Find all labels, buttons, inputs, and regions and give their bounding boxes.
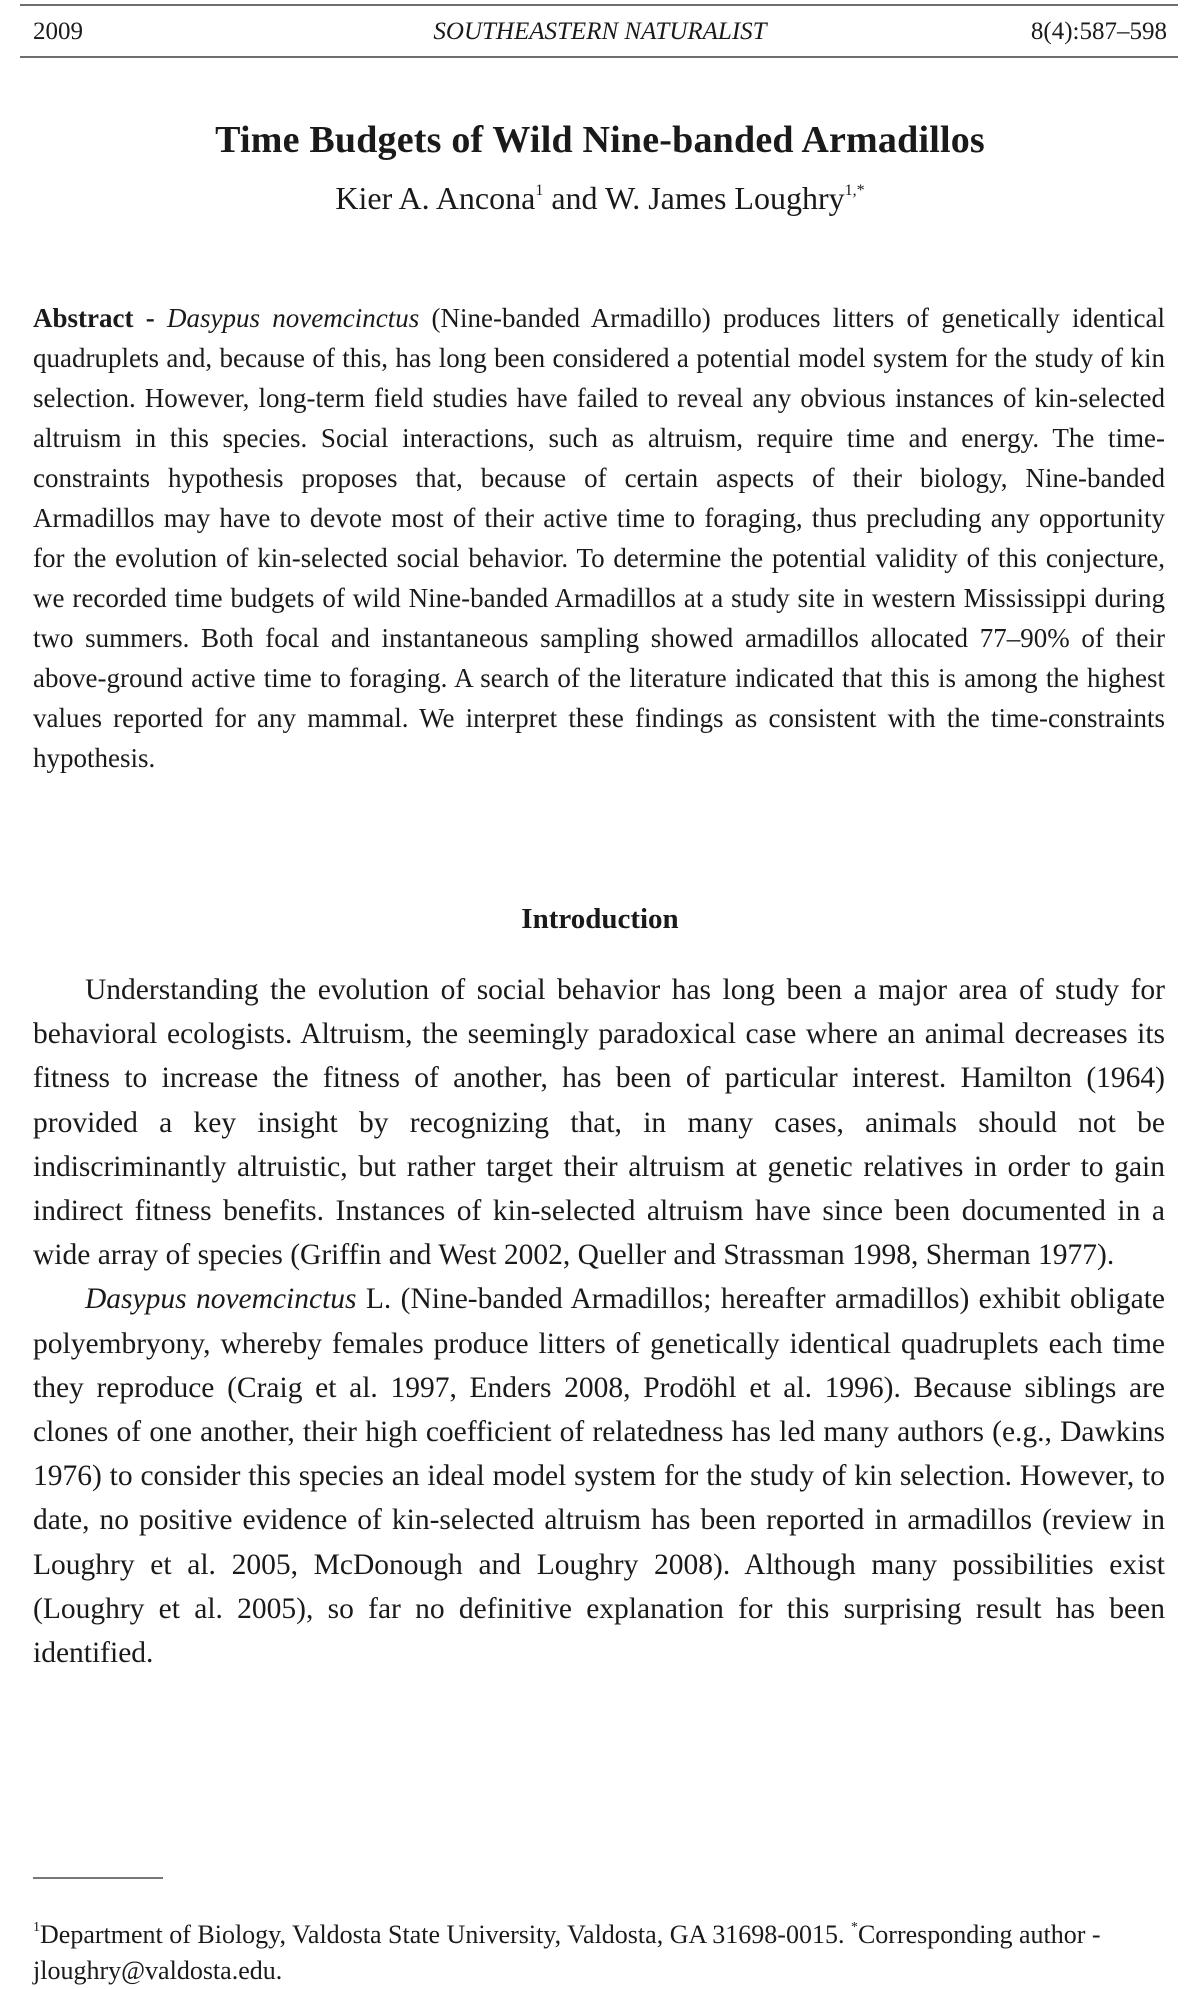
paragraph-text: L. (Nine-banded Armadillos; hereafter armadillos) exhibit obligate polyembryony, whereby females produce litters of genetically identical quadruplets each time they reproduce (Craig et al. 1997, Enders 2008, Prodöhl et al. 1996). Because siblings are clones of one another, their high coefficient of relatedness has led many authors (e.g., Dawkins 1976) to consider this species an ideal model system for the study of kin selection. However, to date, no positive evidence of kin-selected altruism has been reported in armadillos (review in Loughry et al. 2005, McDonough and Loughry 2008). Although many possibilities exist (Loughry et al. 2005), so far no definitive explanation for this surprising result has been identified. [33,1283,1165,1670]
paper-title: Time Budgets of Wild Nine-banded Armadillos [215,119,985,161]
footnote [33,1910,1165,1989]
corresponding-mark: * [850,1920,858,1935]
running-head [33,14,1167,50]
corresponding-author-text: Corresponding author - jloughry@valdosta.edu. [33,1920,1101,1985]
introduction-body [33,968,1165,1675]
header-top-rule [20,4,1178,6]
journal-name: SOUTHEASTERN NATURALIST [433,18,767,45]
affiliation-mark: 1 [535,182,544,199]
species-name: Dasypus novemcinctus [85,1283,357,1316]
section-heading-introduction: Introduction [521,903,679,935]
publication-year: 2009 [33,18,83,45]
paragraph-text: Understanding the evolution of social behavior has long been a major area of study for behavioral ecologists. Altruism, the seemingly paradoxical case where an animal decreases its fitness to increase the fitness of another, has been of particular interest. Hamilton (1964) provided a key insight by recognizing that, in many cases, animals should not be indiscriminantly altruistic, but rather target their altruism at genetic relatives in order to gain indirect fitness benefits. Instances of kin-selected altruism have since been documented in a wide array of species (Griffin and West 2002, Queller and Strassman 1998, Sherman 1977). [33,974,1165,1272]
affiliation-mark: 1,* [844,182,865,199]
affiliation-text: Department of Biology, Valdosta State University, Valdosta, GA 31698-0015. [40,1920,851,1949]
abstract-text: (Nine-banded Armadillo) produces litters of genetically identical quadruplets and, because of this, has long been considered a potential model system for the study of kin selection. However, long-term field studies have failed to reveal any obvious instances of kin-selected altruism in this species. Social interactions, such as altruism, require time and energy. The time-constraints hypothesis proposes that, because of certain aspects of their biology, Nine-banded Armadillos may have to devote most of their active time to foraging, thus precluding any opportunity for the evolution of kin-selected social behavior. To determine the potential validity of this conjecture, we recorded time budgets of wild Nine-banded Armadillos at a study site in western Mississippi during two summers. Both focal and instantaneous sampling showed armadillos allocated 77–90% of their above-ground active time to foraging. A search of the literature indicated that this is among the highest values reported for any mammal. We interpret these findings as consistent with the time-constraints hypothesis. [33,303,1165,773]
affiliation-mark: 1 [33,1920,40,1935]
paragraph [33,968,1165,1277]
abstract [33,298,1165,778]
author-list [0,180,1200,217]
abstract-label: Abstract - [33,303,168,333]
paragraph [33,1277,1165,1675]
footnote-rule [33,1877,163,1879]
header-bottom-rule [20,56,1178,58]
species-name: Dasypus novemcinctus [167,303,420,333]
author-name: Kier A. Ancona [335,180,536,216]
volume-pages: 8(4):587–598 [1030,18,1167,45]
author-name: W. James Loughry [604,180,845,216]
author-conjunction: and [543,180,605,216]
